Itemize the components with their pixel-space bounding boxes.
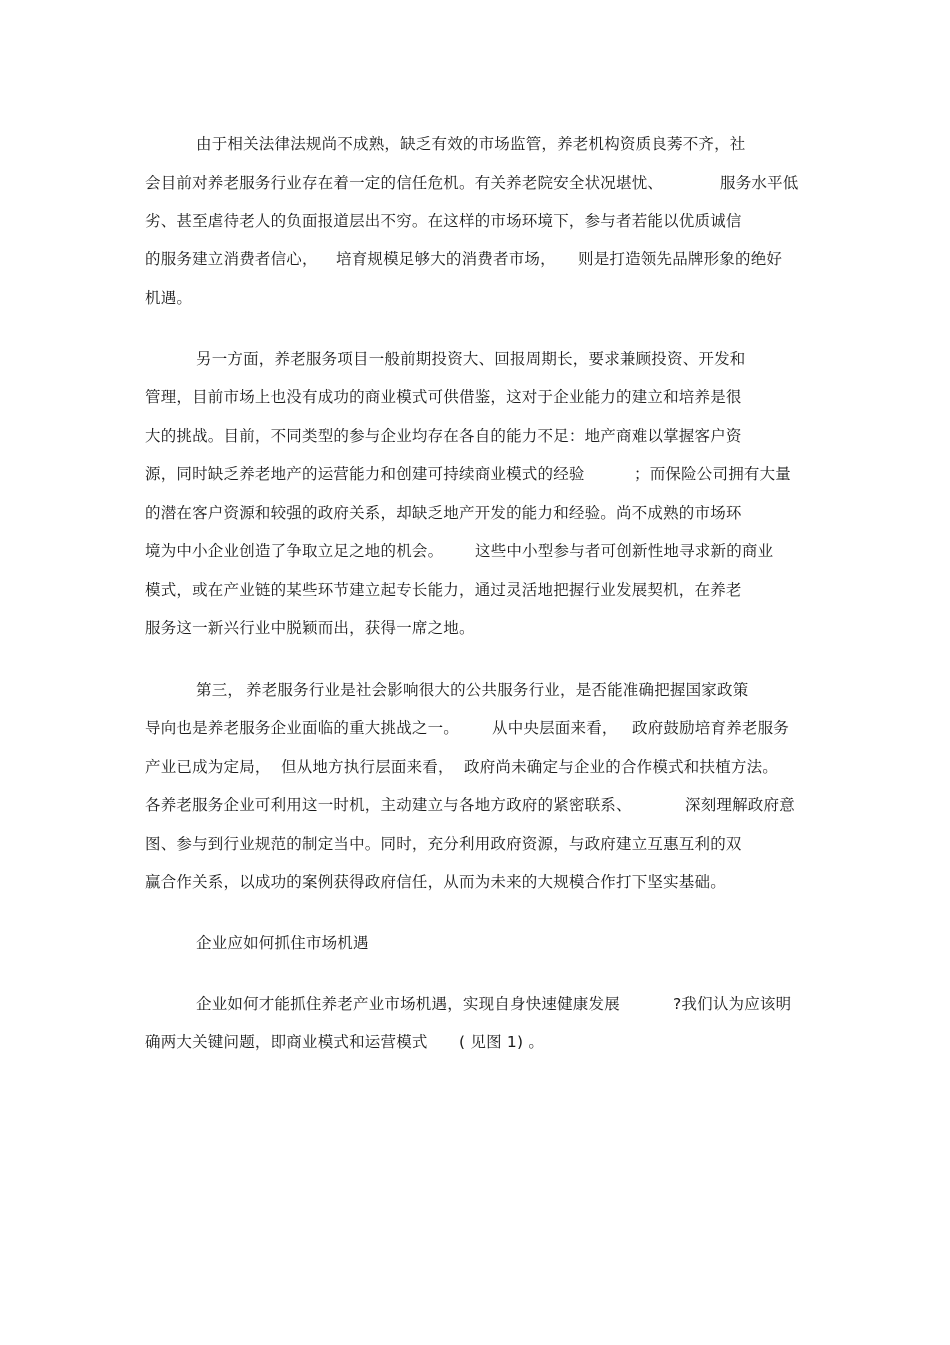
text-line: 会目前对养老服务行业存在着一定的信任危机。有关养老院安全状况堪忧、 bbox=[145, 174, 664, 192]
text-line: 赢合作关系，以成功的案例获得政府信任，从而为未来的大规模合作打下坚实基础。 bbox=[145, 873, 726, 891]
text-line: 政府尚未确定与企业的合作模式和扶植方法。 bbox=[464, 758, 779, 776]
text-line: 服务这一新兴行业中脱颖而出，获得一席之地。 bbox=[145, 619, 475, 637]
text-line: 导向也是养老服务企业面临的重大挑战之一。 bbox=[145, 719, 460, 737]
text-line: ( 见图 1) 。 bbox=[459, 1033, 545, 1051]
text-line: 另一方面，养老服务项目一般前期投资大、回报周期长，要求兼顾投资、开发和 bbox=[196, 350, 746, 368]
text-line: 管理，目前市场上也没有成功的商业模式可供借鉴，这对于企业能力的建立和培养是很 bbox=[145, 388, 742, 406]
text-line: 源，同时缺乏养老地产的运营能力和创建可持续商业模式的经验 bbox=[145, 465, 585, 483]
text-line: 产业已成为定局， bbox=[145, 758, 271, 776]
text-line: 的潜在客户资源和较强的政府关系，却缺乏地产开发的能力和经验。尚不成熟的市场环 bbox=[145, 504, 742, 522]
text-line: 服务水平低 bbox=[720, 174, 799, 192]
text-line: 模式，或在产业链的某些环节建立起专长能力，通过灵活地把握行业发展契机，在养老 bbox=[145, 581, 742, 599]
text-line: 由于相关法律法规尚不成熟，缺乏有效的市场监管，养老机构资质良莠不齐，社 bbox=[196, 135, 746, 153]
text-line: 劣、甚至虐待老人的负面报道层出不穷。在这样的市场环境下，参与者若能以优质诚信 bbox=[145, 212, 742, 230]
text-line: 各养老服务企业可利用这一时机，主动建立与各地方政府的紧密联系、 bbox=[145, 796, 632, 814]
text-line: ?我们认为应该明 bbox=[673, 995, 792, 1013]
text-line: 养老服务行业是社会影响很大的公共服务行业，是否能准确把握国家政策 bbox=[246, 681, 749, 699]
text-line: 深刻理解政府意 bbox=[685, 796, 795, 814]
text-line: 第三， bbox=[196, 681, 244, 699]
text-line: 从中央层面来看， bbox=[492, 719, 618, 737]
text-line: 的服务建立消费者信心， bbox=[145, 250, 318, 268]
text-line: 则是打造领先品牌形象的绝好 bbox=[578, 250, 783, 268]
text-line: ；而保险公司拥有大量 bbox=[634, 465, 792, 483]
text-line: 境为中小企业创造了争取立足之地的机会。 bbox=[145, 542, 444, 560]
text-line: 图、参与到行业规范的制定当中。同时，充分利用政府资源，与政府建立互惠互利的双 bbox=[145, 835, 742, 853]
text-line: 培育规模足够大的消费者市场， bbox=[336, 250, 556, 268]
text-line: 但从地方执行层面来看， bbox=[281, 758, 454, 776]
text-line: 大的挑战。目前，不同类型的参与企业均存在各自的能力不足：地产商难以掌握客户资 bbox=[145, 427, 742, 445]
text-line: 机遇。 bbox=[145, 289, 193, 307]
text-line: 这些中小型参与者可创新性地寻求新的商业 bbox=[475, 542, 774, 560]
text-line: 确两大关键问题，即商业模式和运营模式 bbox=[145, 1033, 428, 1051]
text-line: 政府鼓励培育养老服务 bbox=[632, 719, 790, 737]
heading-text: 企业应如何抓住市场机遇 bbox=[196, 934, 369, 952]
text-line: 企业如何才能抓住养老产业市场机遇，实现自身快速健康发展 bbox=[196, 995, 620, 1013]
